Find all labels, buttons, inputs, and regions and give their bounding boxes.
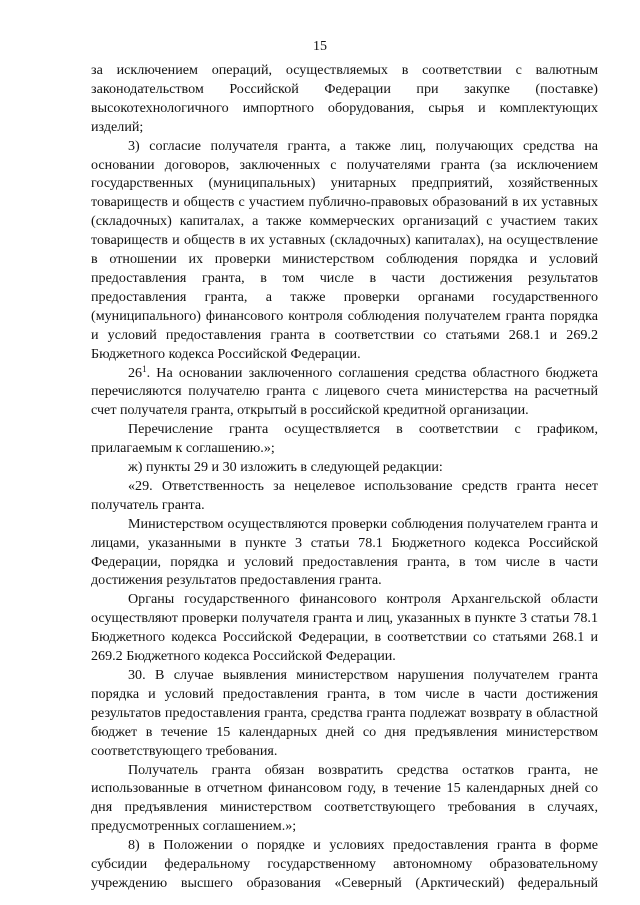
paragraph: Органы государственного финансового контроля Архангельской области осуществляют проверки получателя гранта и лиц, указанных в пункте 3 статьи 78.1 Бюджетного кодекса Российской Федерации, в соответствии со статьями 268.1 и 269.2 Бюджетного кодекса Российской Федерации.	[91, 591, 598, 665]
paragraph-number: 26	[128, 364, 143, 381]
paragraph-text: . На основании заключенного соглашения средства областного бюджета перечисляются получателю гранта с лицевого счета министерства на расчетный счет получателя гранта, открытый в российской кредитной организации.	[91, 364, 598, 419]
paragraph: Получатель гранта обязан возвратить средства остатков гранта, не использованные в отчетном финансовом году, в течение 15 календарных дней со дня предъявления министерством соответствующего требования в случаях, предусмотренных соглашением.»;	[91, 761, 598, 835]
paragraph-number-superscript: 1	[142, 363, 147, 374]
paragraph: 30. В случае выявления министерством нарушения получателем гранта порядка и условий предоставления гранта, в том числе в части достижения результатов предоставления гранта, средства гранта подлежат возврату в областной бюджет в течение 15 календарных дней со дня предъявления министерством соответствующего требования.	[91, 667, 598, 759]
paragraph: «29. Ответственность за нецелевое использование средств гранта несет получатель гранта.	[91, 477, 598, 513]
paragraph: за исключением операций, осуществляемых в соответствии с валютным законодательством Российской Федерации при закупке (поставке) высокотехнологичного импортного оборудования, сырья и комплектующих изделий;	[91, 62, 598, 135]
paragraph: ж) пункты 29 и 30 изложить в следующей редакции:	[128, 459, 443, 476]
page-number: 15	[313, 39, 327, 54]
paragraph	[91, 364, 598, 421]
document-body	[91, 61, 598, 893]
paragraph: 8) в Положении о порядке и условиях предоставления гранта в форме субсидии федеральному государственному автономному образовательному учреждению высшего образования «Северный (Арктический) федеральный	[91, 837, 598, 891]
paragraph: Перечисление гранта осуществляется в соответствии с графиком, прилагаемым к соглашению.»;	[91, 421, 598, 457]
paragraph: 3) согласие получателя гранта, а также лиц, получающих средства на основании договоров, заключенных с получателями гранта (за исключением государственных (муниципальных) унитарных предприятий, хозяйственных товариществ и обществ с участием публично-правовых образований в их уставных (складочных) капиталах, а также коммерческих организаций с участием таких товариществ и обществ в их уставных (складочных) капиталах), на осуществление в отношении их проверки министерством соблюдения порядка и условий предоставления гранта, в том числе в части достижения результатов предоставления гранта, а также проверки органами государственного (муниципального) финансового контроля соблюдения получателем гранта порядка и условий предоставления гранта в соответствии со статьями 268.1 и 269.2 Бюджетного кодекса Российской Федерации.	[91, 137, 598, 362]
paragraph: Министерством осуществляются проверки соблюдения получателем гранта и лицами, указанными в пункте 3 статьи 78.1 Бюджетного кодекса Российской Федерации, порядка и условий предоставления гранта, в том числе в части достижения результатов предоставления гранта.	[91, 515, 598, 589]
